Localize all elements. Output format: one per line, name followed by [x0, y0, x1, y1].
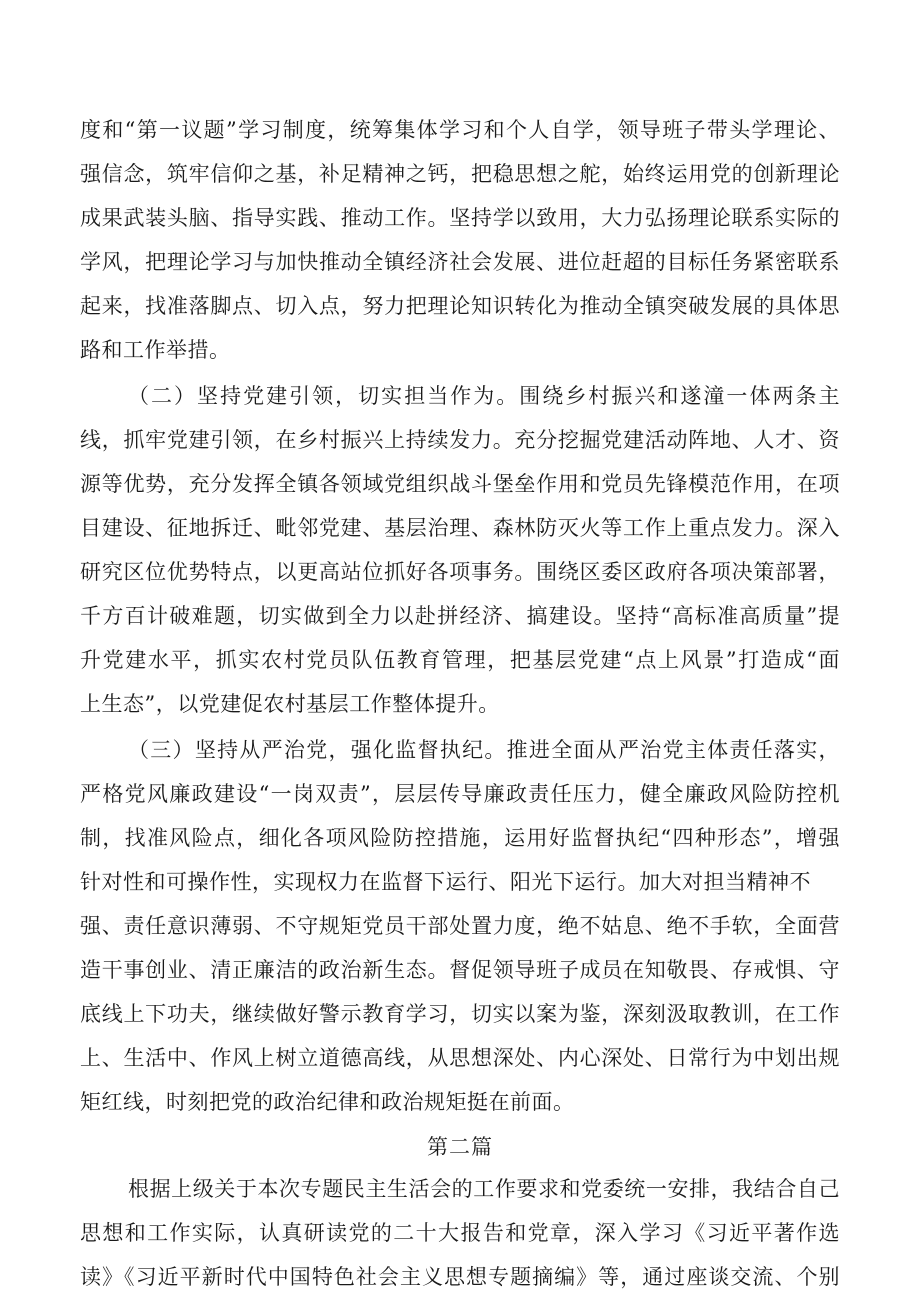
text-line: 千方百计破难题，切实做到全力以赴拼经济、搞建设。坚持“高标准高质量”提 [80, 604, 840, 628]
text-line: 源等优势，充分发挥全镇各领域党组织战斗堡垒作用和党员先锋模范作用，在项 [80, 472, 840, 496]
text-line: 升党建水平，抓实农村党员队伍教育管理，把基层党建“点上风景”打造成“面 [80, 648, 840, 672]
text-line: 矩红线，时刻把党的政治纪律和政治规矩挺在前面。 [80, 1090, 575, 1114]
text-line: 读》《习近平新时代中国特色社会主义思想专题摘编》等，通过座谈交流、个别 [80, 1265, 840, 1289]
text-line: 底线上下功夫，继续做好警示教育学习，切实以案为鉴，深刻汲取教训，在工作 [80, 1002, 840, 1026]
text-line: 学风，把理论学习与加快推动全镇经济社会发展、进位赶超的目标任务紧密联系 [80, 250, 840, 274]
text-line: 上生态”，以党建促农村基层工作整体提升。 [80, 692, 500, 716]
section-title: 第二篇 [427, 1135, 493, 1159]
text-line: 制，找准风险点，细化各项风险防控措施，运用好监督执纪“四种形态”，增强 [80, 826, 840, 850]
text-line: （三）坚持从严治党，强化监督执纪。推进全面从严治党主体责任落实， [128, 738, 840, 762]
text-line: 造干事创业、清正廉洁的政治新生态。督促领导班子成员在知敬畏、存戒惧、守 [80, 958, 840, 982]
text-line: 针对性和可操作性，实现权力在监督下运行、阳光下运行。加大对担当精神不 [80, 870, 811, 894]
text-line: 严格党风廉政建设“一岗双责”，层层传导廉政责任压力，健全廉政风险防控机 [80, 782, 840, 806]
text-line: 根据上级关于本次专题民主生活会的工作要求和党委统一安排，我结合自己 [128, 1177, 840, 1201]
text-line: 目建设、征地拆迁、毗邻党建、基层治理、森林防灭火等工作上重点发力。深入 [80, 516, 840, 540]
text-line: 强、责任意识薄弱、不守规矩党员干部处置力度，绝不姑息、绝不手软，全面营 [80, 914, 840, 938]
text-line: 成果武装头脑、指导实践、推动工作。坚持学以致用，大力弘扬理论联系实际的 [80, 206, 840, 230]
text-line: 思想和工作实际，认真研读党的二十大报告和党章，深入学习《习近平著作选 [80, 1221, 840, 1245]
text-line: （二）坚持党建引领，切实担当作为。围绕乡村振兴和遂潼一体两条主 [128, 384, 840, 408]
text-line: 研究区位优势特点，以更高站位抓好各项事务。围绕区委区政府各项决策部署， [80, 560, 840, 584]
text-line: 度和“第一议题”学习制度，统筹集体学习和个人自学，领导班子带头学理论、 [80, 118, 840, 142]
text-line: 线，抓牢党建引领，在乡村振兴上持续发力。充分挖掘党建活动阵地、人才、资 [80, 428, 840, 452]
text-line: 路和工作举措。 [80, 338, 231, 362]
text-line: 起来，找准落脚点、切入点，努力把理论知识转化为推动全镇突破发展的具体思 [80, 294, 840, 318]
text-line: 上、生活中、作风上树立道德高线，从思想深处、内心深处、日常行为中划出规 [80, 1046, 840, 1070]
text-line: 强信念，筑牢信仰之基，补足精神之钙，把稳思想之舵，始终运用党的创新理论 [80, 162, 840, 186]
